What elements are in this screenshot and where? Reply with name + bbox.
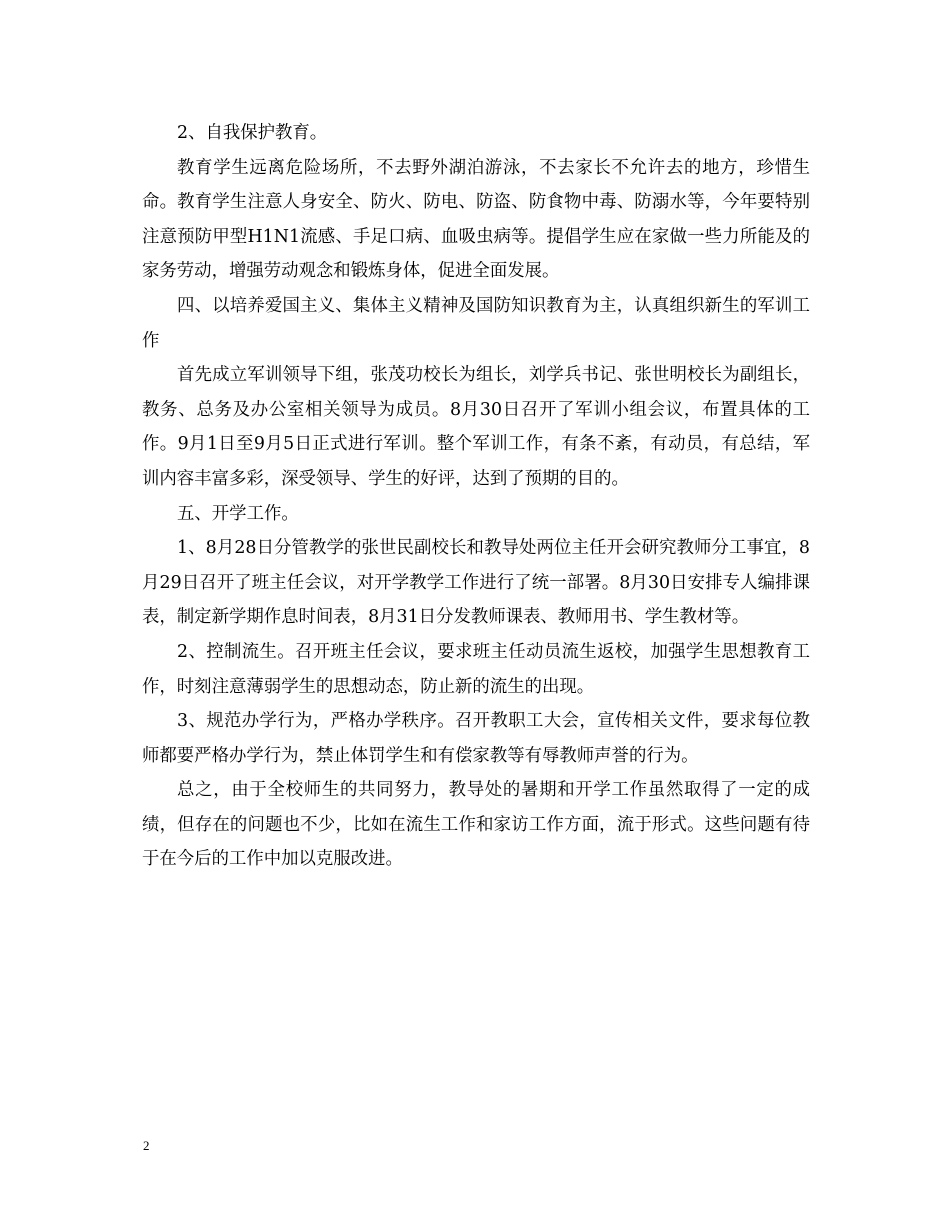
paragraph-teaching-arrangement: 1、8月28日分管教学的张世民副校长和教导处两位主任开会研究教师分工事宜，8月29日召开了班主任会议，对开学教学工作进行了统一部署。8月30日安排专人编排课表，制定新学期作息时间表，8月31日分发教师课表、教师用书、学生教材等。 <box>142 538 810 628</box>
paragraph-student-retention: 2、控制流生。召开班主任会议，要求班主任动员流生返校，加强学生思想教育工作，时刻注意薄弱学生的思想动态，防止新的流生的出现。 <box>142 641 810 697</box>
paragraph-school-conduct: 3、规范办学行为，严格办学秩序。召开教职工大会，宣传相关文件，要求每位教师都要严格办学行为，禁止体罚学生和有偿家教等有辱教师声誉的行为。 <box>142 711 810 766</box>
body-text <box>142 116 810 877</box>
paragraph-military-training-heading: 四、以培养爱国主义、集体主义精神及国防知识教育为主，认真组织新生的军训工作 <box>142 295 810 351</box>
page-number: 2 <box>143 1138 150 1153</box>
paragraph-safety-education: 教育学生远离危险场所，不去野外湖泊游泳，不去家长不允许去的地方，珍惜生命。教育学生注意人身安全、防火、防电、防盗、防食物中毒、防溺水等，今年要特别注意预防甲型H1N1流感、手足口病、血吸虫病等。提倡学生应在家做一些力所能及的家务劳动，增强劳动观念和锻炼身体，促进全面发展。 <box>142 157 810 282</box>
paragraph-summary: 总之，由于全校师生的共同努力，教导处的暑期和开学工作虽然取得了一定的成绩，但存在的问题也不少，比如在流生工作和家访工作方面，流于形式。这些问题有待于在今后的工作中加以克服改进。 <box>142 780 810 870</box>
paragraph-military-training: 首先成立军训领导下组，张茂功校长为组长，刘学兵书记、张世明校长为副组长，教务、总务及办公室相关领导为成员。8月30日召开了军训小组会议，布置具体的工作。9月1日至9月5日正式进行军训。整个军训工作，有条不紊，有动员，有总结，军训内容丰富多彩，深受领导、学生的好评，达到了预期的目的。 <box>142 365 810 489</box>
paragraph-school-opening-heading: 五、开学工作。 <box>177 503 299 524</box>
paragraph-self-protection-heading: 2、自我保护教育。 <box>177 123 328 143</box>
